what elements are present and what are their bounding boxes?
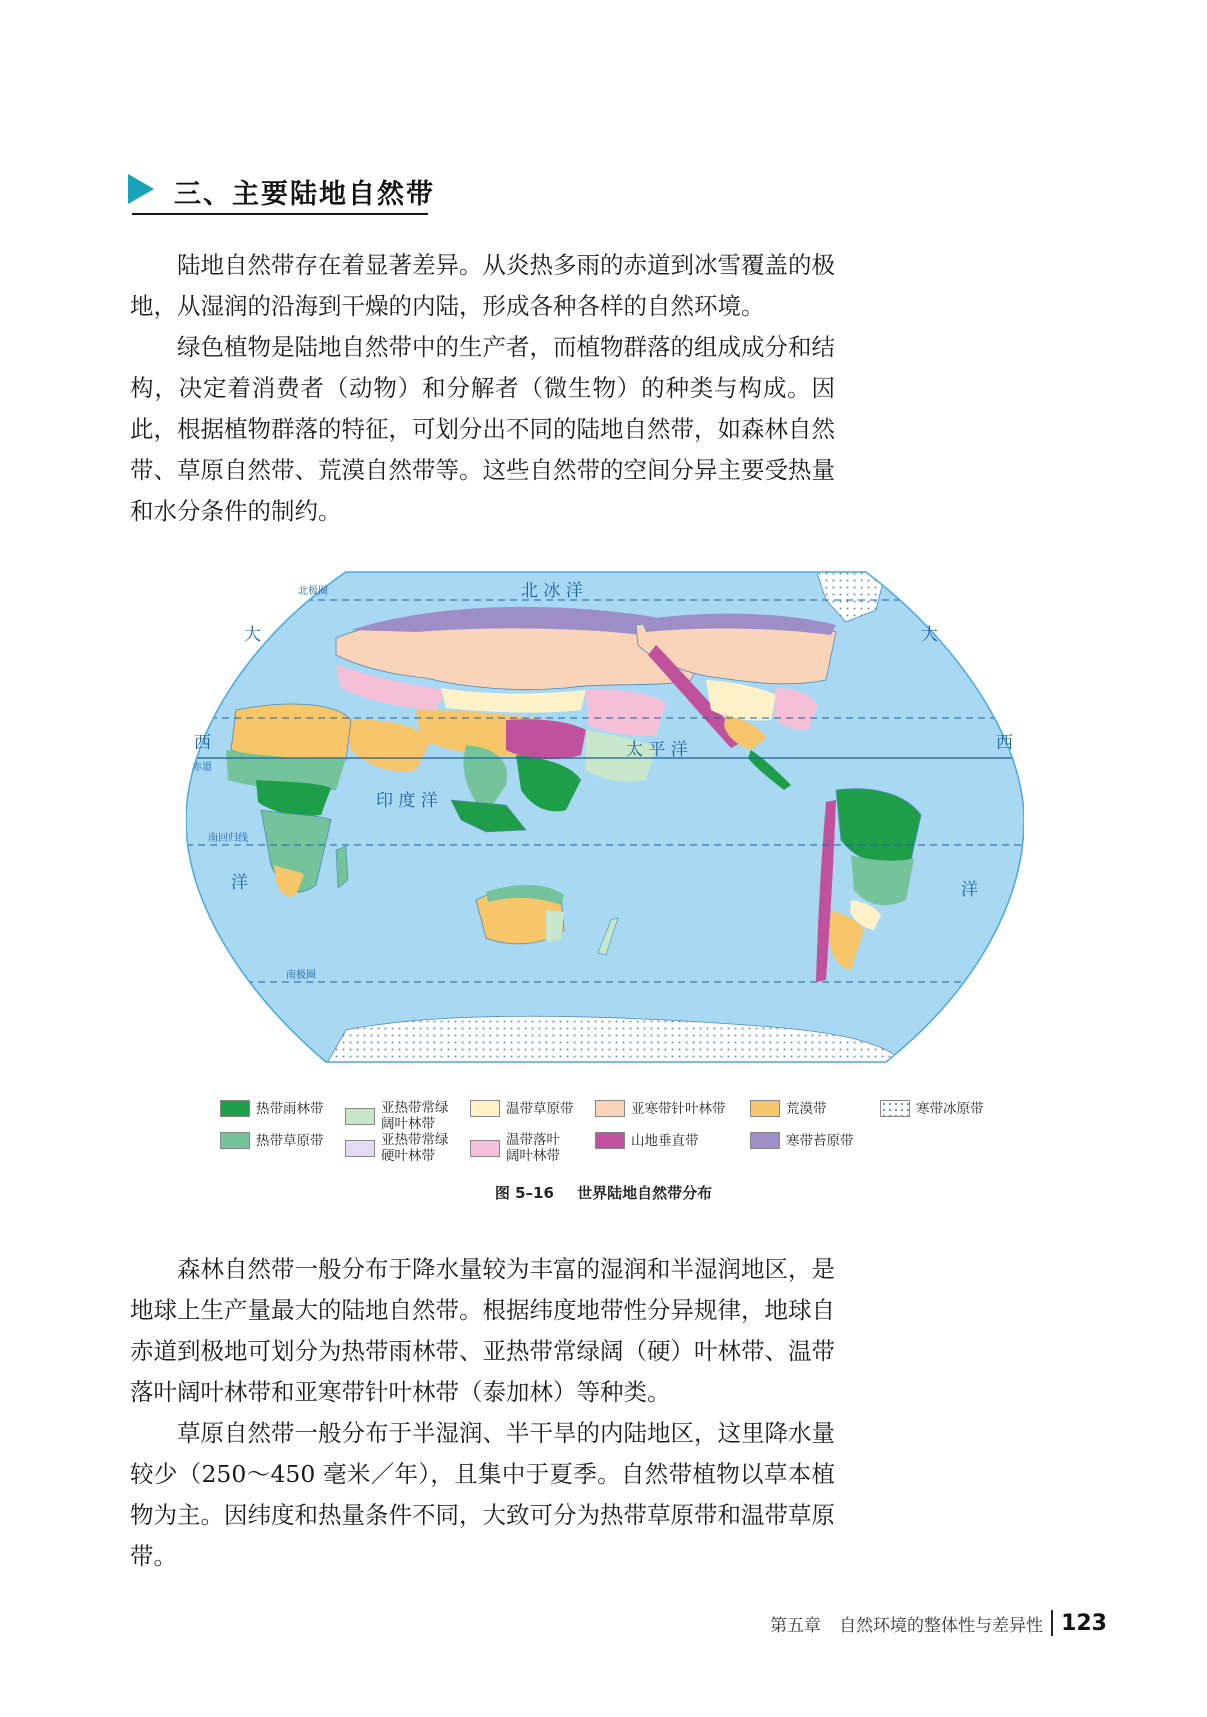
paragraph: 森林自然带一般分布于降水量较为丰富的湿润和半湿润地区，是地球上生产量最大的陆地自然带。根据纬度地带性分异规律，地球自赤道到极地可划分为热带雨林带、亚热带常绿阔（硬）叶林带、温带落叶阔叶林带和亚寒带针叶林带（泰加林）等种类。	[130, 1255, 835, 1406]
madagascar	[336, 846, 348, 888]
arctic-circle-label: 北极圈	[298, 586, 328, 597]
legend-label: 亚热带常绿 硬叶林带	[381, 1132, 449, 1164]
equator-label: 赤道	[192, 762, 212, 773]
legend-swatch	[470, 1140, 500, 1157]
footer-divider	[1051, 1610, 1053, 1636]
legend-item-tropical-savanna	[220, 1132, 324, 1149]
legend-item-tropical-rainforest	[220, 1100, 324, 1117]
legend-item-tundra	[750, 1132, 854, 1149]
legend-swatch	[880, 1100, 910, 1117]
legend-item-desert	[750, 1100, 827, 1117]
tropic-capricorn-label: 南回归线	[208, 833, 248, 844]
atlantic-label-right-3: 洋	[961, 880, 978, 900]
legend-item-subtropical-sclerophyll	[345, 1132, 449, 1164]
world-natural-zone-map	[186, 570, 1024, 1065]
page-footer	[770, 1608, 1107, 1638]
legend-swatch	[220, 1132, 250, 1149]
legend-label: 温带草原带	[506, 1100, 574, 1117]
figure-caption	[0, 1182, 1207, 1203]
arctic-ocean-label: 北 冰 洋	[521, 581, 583, 601]
chapter-number: 第五章	[770, 1615, 822, 1636]
indian-label: 印 度 洋	[376, 791, 438, 811]
legend-label: 荒漠带	[786, 1100, 827, 1117]
atlantic-label-left-1: 大	[244, 625, 261, 645]
legend-swatch	[750, 1132, 780, 1149]
paragraph: 绿色植物是陆地自然带中的生产者，而植物群落的组成成分和结构，决定着消费者（动物）和分解者（微生物）的种类与构成。因此，根据植物群落的特征，可划分出不同的陆地自然带，如森林自然带、草原自然带、荒漠自然带等。这些自然带的空间分异主要受热量和水分条件的制约。	[130, 333, 835, 525]
legend-item-temperate-deciduous	[470, 1132, 560, 1164]
legend-label: 亚热带常绿 阔叶林带	[381, 1100, 449, 1132]
heading-underline	[132, 213, 428, 215]
intro-text	[130, 245, 835, 532]
legend-swatch	[595, 1100, 625, 1117]
legend-item-temperate-steppe	[470, 1100, 574, 1117]
legend-swatch	[345, 1140, 375, 1157]
legend-swatch	[470, 1100, 500, 1117]
atlantic-label-left-2: 西	[194, 733, 211, 753]
legend-label: 温带落叶 阔叶林带	[506, 1132, 560, 1164]
chapter-title: 自然环境的整体性与差异性	[839, 1615, 1044, 1636]
legend-item-subarctic-taiga	[595, 1100, 726, 1117]
legend-swatch	[345, 1108, 375, 1125]
legend-swatch	[595, 1132, 625, 1149]
paragraph: 陆地自然带存在着显著差异。从炎热多雨的赤道到冰雪覆盖的极地，从湿润的沿海到干燥的内陆，形成各种各样的自然环境。	[130, 251, 835, 320]
legend-item-subtropical-evergreen	[345, 1100, 449, 1132]
atlantic-label-right-1: 大	[921, 625, 938, 645]
legend-label: 亚寒带针叶林带	[631, 1100, 726, 1117]
legend-swatch	[750, 1100, 780, 1117]
legend-label: 热带草原带	[256, 1132, 324, 1149]
australia-evergreen	[546, 910, 564, 942]
body-text	[130, 1249, 835, 1577]
atlantic-label-right-2: 西	[996, 733, 1013, 753]
atlantic-label-left-3: 洋	[231, 873, 248, 893]
legend-swatch	[220, 1100, 250, 1117]
legend-item-mountain-vertical	[595, 1132, 699, 1149]
section-title: 三、主要陆地自然带	[174, 179, 435, 210]
antarctic-circle-label: 南极圈	[286, 970, 316, 981]
legend-label: 热带雨林带	[256, 1100, 324, 1117]
triangle-marker-icon	[128, 174, 154, 204]
legend-label: 寒带苔原带	[786, 1132, 854, 1149]
paragraph: 草原自然带一般分布于半湿润、半干旱的内陆地区，这里降水量较少（250～450 毫米／年），且集中于夏季。自然带植物以草本植物为主。因纬度和热量条件不同，大致可分为热带草原带和温带草原带。	[130, 1419, 835, 1570]
figure-number: 图 5–16	[494, 1184, 554, 1202]
section-heading	[128, 170, 435, 214]
legend-label: 寒带冰原带	[916, 1100, 984, 1117]
map-legend	[220, 1100, 1020, 1164]
legend-item-ice-cap	[880, 1100, 984, 1117]
legend-label: 山地垂直带	[631, 1132, 699, 1149]
pacific-label: 太 平 洋	[626, 740, 688, 760]
figure-title: 世界陆地自然带分布	[577, 1184, 713, 1202]
tibet-mountain	[506, 719, 586, 759]
page-number: 123	[1061, 1610, 1107, 1636]
